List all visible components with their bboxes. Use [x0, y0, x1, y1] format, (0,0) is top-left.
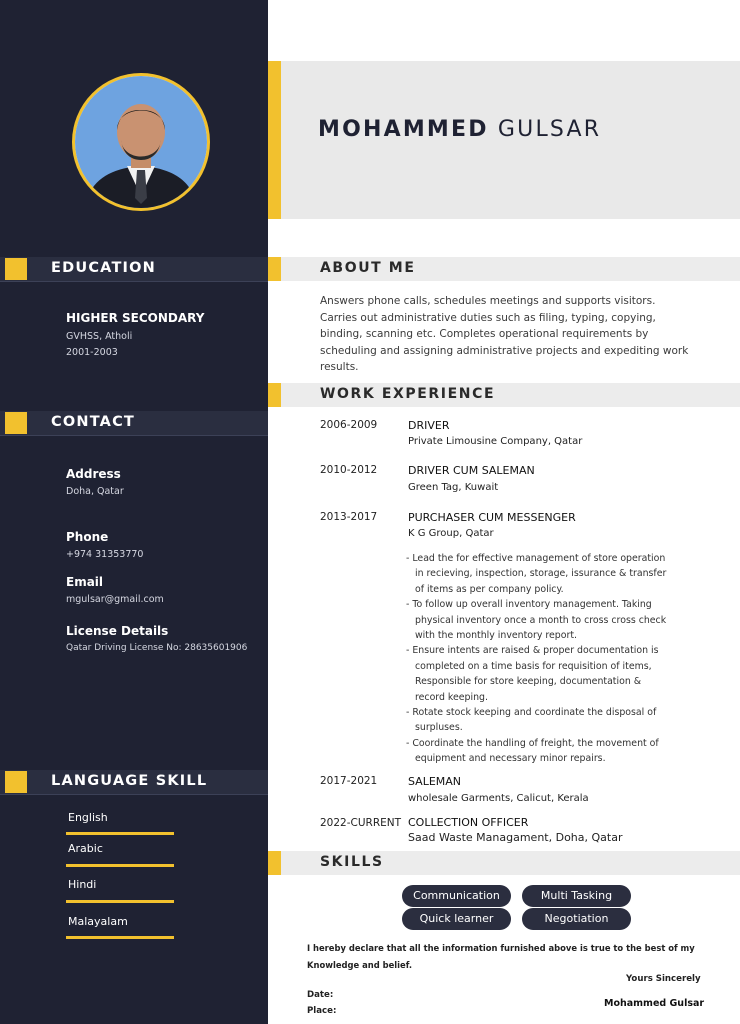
job-years: 2022-CURRENT	[320, 817, 402, 829]
language-bar	[66, 900, 174, 903]
contact-heading-text: CONTACT	[51, 414, 136, 430]
sidebar	[0, 0, 268, 1024]
education-heading	[0, 257, 268, 282]
accent-bar	[268, 851, 281, 875]
language-item: English	[68, 811, 108, 824]
job-org: wholesale Garments, Calicut, Kerala	[408, 793, 589, 804]
job-years: 2010-2012	[320, 464, 378, 476]
about-heading	[268, 257, 740, 281]
first-name: MOHAMMED	[318, 117, 489, 142]
last-name: GULSAR	[497, 117, 602, 142]
duty-item: - Coordinate the handling of freight, the movement of equipment and necessary minor repairs.	[406, 737, 659, 765]
language-item: Hindi	[68, 878, 97, 891]
page-title	[318, 117, 601, 142]
name-panel	[268, 61, 740, 219]
education-heading-text: EDUCATION	[51, 260, 157, 276]
job-years: 2006-2009	[320, 419, 378, 431]
phone-value: +974 31353770	[66, 549, 144, 560]
closing-text: Yours Sincerely	[626, 974, 701, 984]
date-label: Date:	[307, 990, 334, 1000]
language-heading-text: LANGUAGE SKILL	[51, 773, 208, 789]
experience-heading-text: WORK EXPERIENCE	[320, 386, 496, 402]
education-school: GVHSS, Atholi	[66, 331, 133, 342]
duty-item: - Rotate stock keeping and coordinate the disposal of surpluses.	[406, 707, 657, 734]
skill-pill: Multi Tasking	[522, 885, 631, 907]
license-label: License Details	[66, 624, 169, 638]
skills-heading	[268, 851, 740, 875]
skills-heading-text: SKILLS	[320, 854, 384, 870]
declaration-text: I hereby declare that all the information furnished above is true to the best of my Knowledge and belief.	[307, 943, 695, 970]
duty-item: - Ensure intents are raised & proper documentation is completed on a time basis for requisition of items, Responsible for store keeping, documentation & record keeping.	[406, 645, 659, 703]
place-label: Place:	[307, 1006, 337, 1016]
job-duties-list	[406, 551, 671, 767]
language-bar	[66, 832, 174, 835]
job-role: DRIVER CUM SALEMAN	[408, 464, 535, 477]
education-title: HIGHER SECONDARY	[66, 311, 205, 325]
about-heading-text: ABOUT ME	[320, 260, 416, 276]
heading-marker	[5, 771, 27, 793]
skill-pill: Communication	[402, 885, 511, 907]
language-item: Malayalam	[68, 915, 128, 928]
duty-item: - Lead the for effective management of store operation in recieving, inspection, storage, issurance & transfer of items as per company policy.	[406, 553, 667, 595]
language-bar	[66, 936, 174, 939]
signature-name: Mohammed Gulsar	[604, 998, 705, 1009]
job-role: COLLECTION OFFICER	[408, 816, 529, 829]
job-role: PURCHASER CUM MESSENGER	[408, 511, 576, 524]
accent-bar	[268, 61, 281, 219]
language-item: Arabic	[68, 842, 103, 855]
email-label: Email	[66, 575, 104, 589]
duty-item: - To follow up overall inventory management. Taking physical inventory once a month to cross cross check with the monthly inventory report.	[406, 599, 667, 642]
education-years: 2001-2003	[66, 347, 118, 358]
about-text: Answers phone calls, schedules meetings and supports visitors. Carries out administrative duties such as filing, typing, copying, binding, scanning etc. Completes operational requirements by scheduling and assigning administrative projects and expediting work results.	[320, 295, 689, 373]
accent-bar	[268, 257, 281, 281]
job-role: DRIVER	[408, 419, 450, 432]
job-org: Green Tag, Kuwait	[408, 482, 499, 493]
job-org: Private Limousine Company, Qatar	[408, 436, 583, 447]
address-label: Address	[66, 467, 121, 481]
job-years: 2013-2017	[320, 511, 378, 523]
job-org: K G Group, Qatar	[408, 528, 494, 539]
job-years: 2017-2021	[320, 775, 378, 787]
license-value: Qatar Driving License No: 28635601906	[66, 643, 248, 653]
language-heading	[0, 770, 268, 795]
phone-label: Phone	[66, 530, 109, 544]
experience-heading	[268, 383, 740, 407]
heading-marker	[5, 258, 27, 280]
profile-photo	[72, 73, 210, 211]
language-bar	[66, 864, 174, 867]
heading-marker	[5, 412, 27, 434]
skill-pill: Negotiation	[522, 908, 631, 930]
address-value: Doha, Qatar	[66, 486, 124, 497]
accent-bar	[268, 383, 281, 407]
skill-pill: Quick learner	[402, 908, 511, 930]
job-org: Saad Waste Managament, Doha, Qatar	[408, 831, 623, 844]
job-role: SALEMAN	[408, 775, 462, 788]
email-value: mgulsar@gmail.com	[66, 594, 164, 605]
contact-heading	[0, 411, 268, 436]
